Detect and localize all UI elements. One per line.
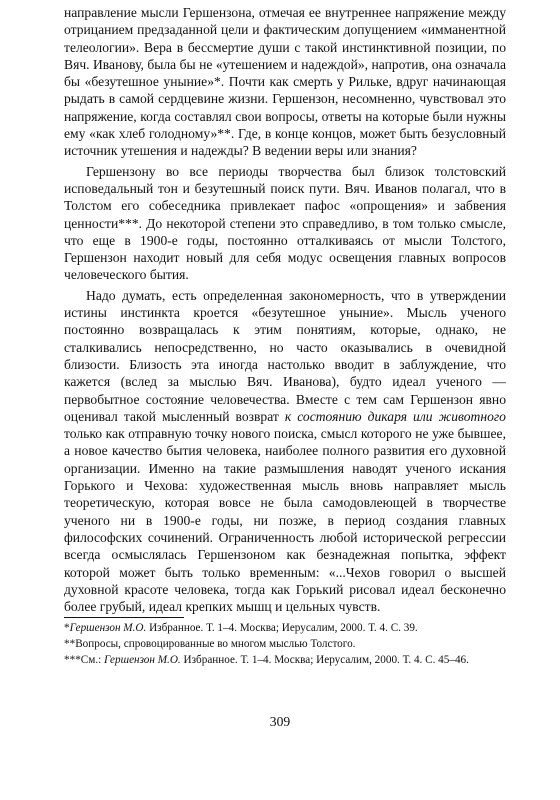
italic-text: к состоянию дикаря или животного: [284, 408, 506, 424]
text-segment: ***См.:: [64, 654, 105, 666]
footnote-separator: [64, 617, 184, 618]
text-segment: только как отправную точку нового поиска, смысл которого не уже бывшее, а новое качество бытия человека, наиболее полного развития его духовной организации. Именно на такие размышления наводят ученого искания Горького и Чехова: художественная мысль вновь направляет мысль теоретическую, которая вовсе не была самодовлеющей в творчестве ученого ни в 1900-е годы, ни позже, в период создания главных философских сочинений. Ограниченность любой исторической регрессии всегда осмыслялась Гершензоном как безнадежная попытка, эффект которой может быть только временным: «...Чехов говорил о высшей духовной красоте человека, тогда как Горький рисовал идеал бесконечно более грубый, идеал крепких мышц и цельных чувств.: [64, 426, 506, 615]
italic-text: Гершензон М.О.: [104, 654, 181, 666]
text-segment: направление мысли Гершензона, отмечая ее внутреннее напряжение между отрицанием предзаданной цели и фактическим допущением «имманентной телеологии». Вера в бессмертие души с такой инстинктивной позиции, по Вяч. Иванову, была бы не «утешением и надеждой», напротив, она означала бы «безутешное уныние»*. Почти как смерть у Рильке, вдруг начинающая рыдать в самой сердцевине жизни. Гершензон, несомненно, чувствовал это напряжение, когда составлял свои вопросы, ответы на которые были нужны ему «как хлеб голодному»**. Где, в конце концов, может быть безусловный источник утешения и надежды? В ведении веры или знания?: [64, 5, 506, 159]
paragraph: [64, 163, 506, 284]
footnote: [64, 637, 506, 652]
footnote: [64, 621, 506, 636]
text-segment: Избранное. Т. 1–4. Москва; Иерусалим, 2000. Т. 4. С. 39.: [146, 622, 418, 634]
text-segment: Гершензону во все периоды творчества был близок толстовский исповедальный тон и безутешный поиск пути. Вяч. Иванов полагал, что в Толстом его собеседника привлекает пафос «опрощения» и забвения ценности***. До некоторой степени это справедливо, в том только смысле, что еще в 1900-е годы, постоянно отталкиваясь от мысли Толстого, Гершензон находит новый для себя модус освещения главных вопросов человеческого бытия.: [64, 163, 506, 283]
text-segment: Избранное. Т. 1–4. Москва; Иерусалим, 2000. Т. 4. С. 45–46.: [180, 654, 469, 666]
main-text: [64, 4, 506, 615]
text-segment: Надо думать, есть определенная закономерность, что в утверждении истины инстинкта кроется «безутешное уныние». Мысль ученого постоянно возвращалась к этим понятиям, которые, однако, не сталкивались непосредственно, но часто оказывались в очевидной близости. Близость эта иногда настолько вводит в заблуждение, что кажется (вслед за мыслью Вяч. Иванова), будто идеал ученого — первобытное состояние человечества. Вместе с тем сам Гершензон явно оценивал такой мысленный возврат: [64, 287, 506, 424]
italic-text: Гершензон М.О.: [69, 622, 147, 634]
footnote: [64, 653, 506, 668]
page-number: 309: [269, 714, 291, 729]
text-segment: *: [64, 622, 70, 634]
paragraph: [64, 287, 506, 616]
footnotes: [64, 621, 506, 669]
paragraph: [64, 4, 506, 160]
text-segment: **Вопросы, спровоцированные во многом мыслью Толстого.: [64, 638, 356, 650]
